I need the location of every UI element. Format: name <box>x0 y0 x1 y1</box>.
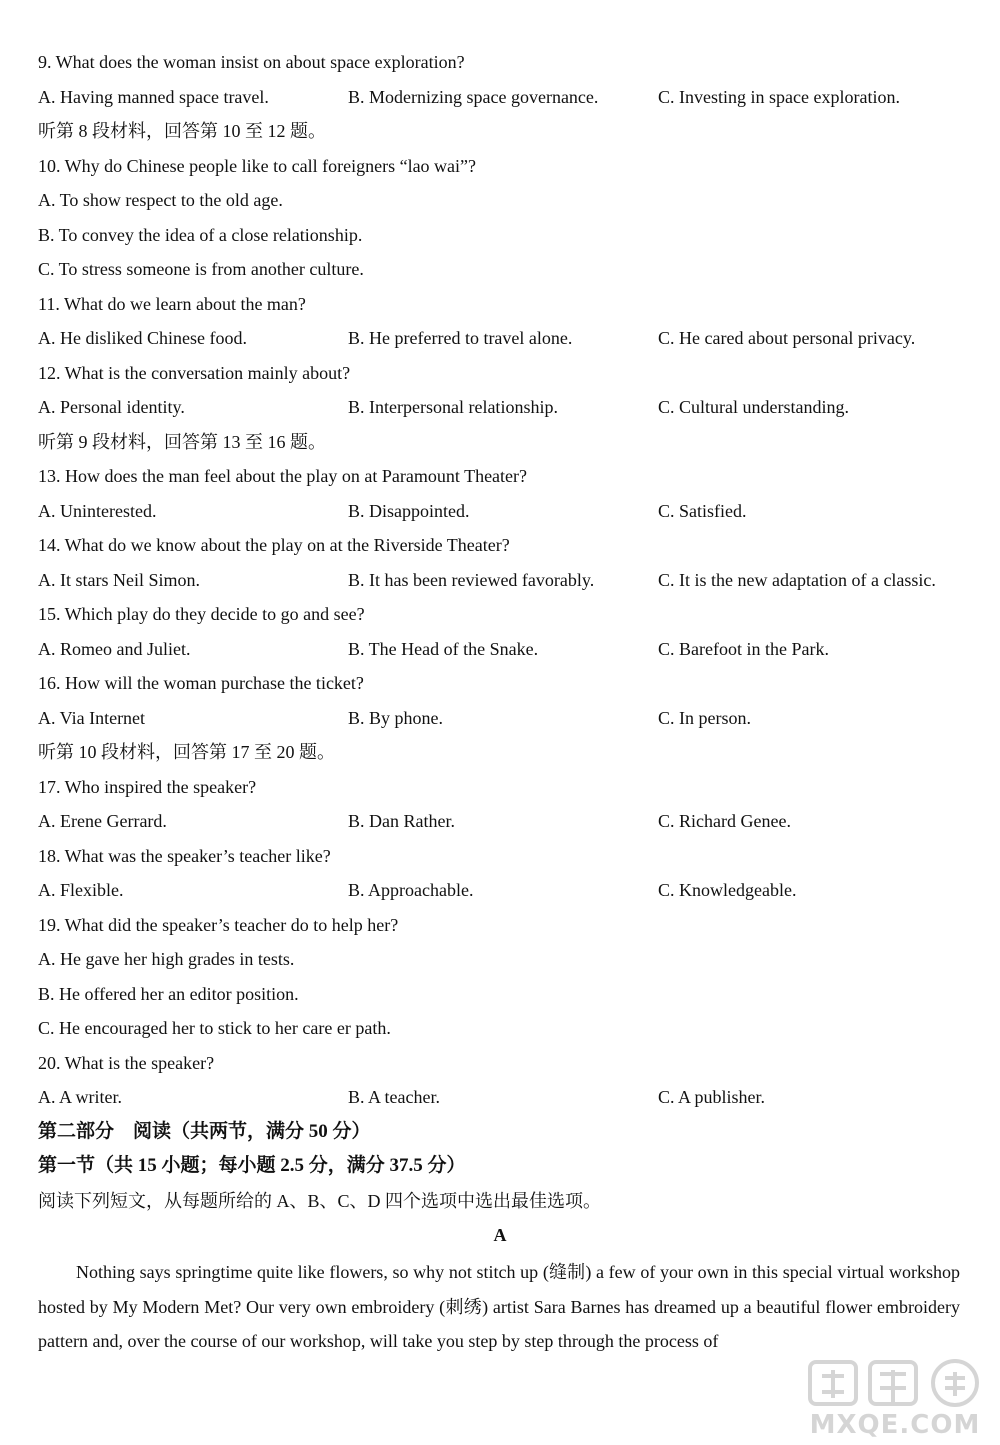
watermark <box>800 1358 990 1440</box>
question-stem-15: 15. Which play do they decide to go and see? <box>38 604 365 624</box>
option-9-a: A. Having manned space travel. <box>38 87 269 107</box>
option-10-b: B. To convey the idea of a close relationship. <box>38 225 363 245</box>
option-15-b: B. The Head of the Snake. <box>348 639 539 659</box>
option-17-b: B. Dan Rather. <box>348 811 455 831</box>
option-15-c: C. Barefoot in the Park. <box>658 639 829 659</box>
option-17-c: C. Richard Genee. <box>658 811 791 831</box>
question-stem-11: 11. What do we learn about the man? <box>38 294 306 314</box>
option-17-a: A. Erene Gerrard. <box>38 811 167 831</box>
question-stem-14: 14. What do we know about the play on at the Riverside Theater? <box>38 535 510 555</box>
option-9-b: B. Modernizing space governance. <box>348 87 599 107</box>
option-10-a: A. To show respect to the old age. <box>38 190 283 210</box>
passage-paragraph: Nothing says springtime quite like flowers, so why not stitch up (缝制) a few of your own in this special virtual workshop hosted by My Modern Met? Our very own embroidery (刺绣) artist Sara Barnes has dreamed up a beautiful flower embroidery pattern and, over the course of our workshop, will take you step by step through the process of <box>38 1262 960 1351</box>
question-stem-10: 10. Why do Chinese people like to call foreigners “lao wai”? <box>38 156 477 176</box>
option-13-b: B. Disappointed. <box>348 501 470 521</box>
option-12-c: C. Cultural understanding. <box>658 397 849 417</box>
question-stem-17: 17. Who inspired the speaker? <box>38 777 257 797</box>
question-stem-16: 16. How will the woman purchase the ticket? <box>38 673 364 693</box>
option-13-c: C. Satisfied. <box>658 501 747 521</box>
option-19-c: C. He encouraged her to stick to her care er path. <box>38 1018 391 1038</box>
option-16-c: C. In person. <box>658 708 751 728</box>
option-20-a: A. A writer. <box>38 1087 122 1107</box>
option-12-b: B. Interpersonal relationship. <box>348 397 558 417</box>
section-intro-9: 听第 9 段材料，回答第 13 至 16 题。 <box>38 432 326 452</box>
reading-instruction: 阅读下列短文，从每题所给的 A、B、C、D 四个选项中选出最佳选项。 <box>38 1191 602 1211</box>
option-20-c: C. A publisher. <box>658 1087 766 1107</box>
option-18-a: A. Flexible. <box>38 880 124 900</box>
option-15-a: A. Romeo and Juliet. <box>38 639 191 659</box>
option-18-c: C. Knowledgeable. <box>658 880 797 900</box>
option-14-b: B. It has been reviewed favorably. <box>348 570 595 590</box>
answer-stamp-icon <box>800 1358 990 1410</box>
option-11-b: B. He preferred to travel alone. <box>348 328 573 348</box>
option-9-c: C. Investing in space exploration. <box>658 87 900 107</box>
option-11-c: C. He cared about personal privacy. <box>658 328 916 348</box>
section1-heading: 第一节（共 15 小题；每小题 2.5 分，满分 37.5 分） <box>38 1155 466 1176</box>
option-19-a: A. He gave her high grades in tests. <box>38 949 295 969</box>
question-stem-20: 20. What is the speaker? <box>38 1053 215 1073</box>
option-13-a: A. Uninterested. <box>38 501 157 521</box>
option-12-a: A. Personal identity. <box>38 397 185 417</box>
option-11-a: A. He disliked Chinese food. <box>38 328 247 348</box>
passage-label: A <box>493 1225 507 1245</box>
question-stem-12: 12. What is the conversation mainly about? <box>38 363 351 383</box>
section-intro-8: 听第 8 段材料，回答第 10 至 12 题。 <box>38 121 326 141</box>
part2-heading: 第二部分 阅读（共两节，满分 50 分） <box>38 1121 371 1142</box>
option-14-a: A. It stars Neil Simon. <box>38 570 200 590</box>
section-intro-10: 听第 10 段材料，回答第 17 至 20 题。 <box>38 742 335 762</box>
question-stem-18: 18. What was the speaker’s teacher like? <box>38 846 331 866</box>
option-19-b: B. He offered her an editor position. <box>38 984 299 1004</box>
question-stem-9: 9. What does the woman insist on about space exploration? <box>38 52 465 72</box>
option-14-c: C. It is the new adaptation of a classic. <box>658 570 936 590</box>
option-16-a: A. Via Internet <box>38 708 146 728</box>
option-16-b: B. By phone. <box>348 708 444 728</box>
question-stem-13: 13. How does the man feel about the play on at Paramount Theater? <box>38 466 528 486</box>
option-18-b: B. Approachable. <box>348 880 474 900</box>
watermark-text: MXQE.COM <box>809 1410 981 1440</box>
question-stem-19: 19. What did the speaker’s teacher do to help her? <box>38 915 399 935</box>
option-10-c: C. To stress someone is from another culture. <box>38 259 364 279</box>
option-20-b: B. A teacher. <box>348 1087 440 1107</box>
